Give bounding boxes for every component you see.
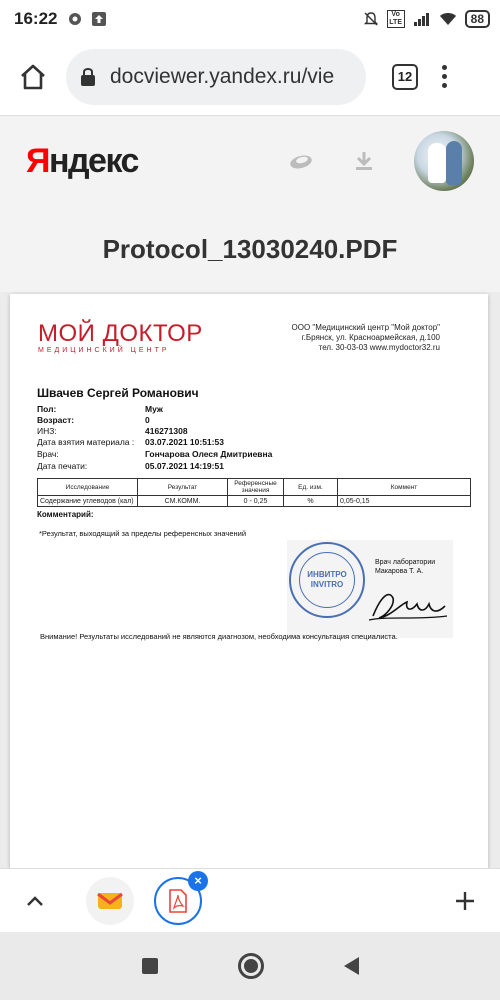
pdf-page — [10, 294, 488, 868]
column-header: Результат — [138, 479, 228, 496]
field-label-age: Возраст: — [37, 415, 75, 425]
lab-stamp: ИНВИТРО INVITRO — [289, 542, 365, 618]
disk-save-icon[interactable] — [288, 152, 314, 170]
field-label-doctor: Врач: — [37, 449, 59, 459]
disclaimer-text: Внимание! Результаты исследований не являются диагнозом, необходима консультация специалиста. — [40, 632, 398, 641]
field-label-sex: Пол: — [37, 404, 57, 414]
status-left-icons — [67, 11, 107, 27]
field-label-sample-date: Дата взятия материала : — [37, 437, 135, 447]
results-table — [37, 478, 471, 507]
tab-mail[interactable] — [86, 877, 134, 925]
yandex-logo[interactable]: Яндекс — [26, 141, 138, 180]
new-tab-button[interactable] — [450, 890, 480, 912]
field-label-print-date: Дата печати: — [37, 461, 88, 471]
yandex-mail-icon — [97, 891, 123, 911]
download-icon[interactable] — [354, 150, 374, 172]
tab-pdf-active[interactable] — [154, 873, 202, 925]
tab-switcher-button[interactable]: 12 — [392, 64, 418, 90]
footnote: *Результат, выходящий за пределы референсных значений — [39, 529, 247, 538]
signer-info: Врач лаборатории Макарова Т. А. — [375, 559, 436, 575]
home-icon — [18, 62, 48, 92]
header-actions — [288, 131, 474, 191]
field-value-doctor: Гончарова Олеся Дмитриевна — [145, 449, 273, 459]
yandex-header — [0, 116, 500, 206]
battery-indicator: 88 — [465, 10, 490, 28]
comment-label: Комментарий: — [37, 510, 94, 519]
url-text: docviewer.yandex.ru/vie — [110, 64, 335, 88]
field-value-age: 0 — [145, 415, 150, 425]
column-header: Референсные значения — [228, 479, 284, 496]
clinic-address: ООО "Медицинский центр "Мой доктор" г.Брянск, ул. Красноармейская, д.100 тел. 30-03-03 www.mydoctor32.ru — [291, 323, 440, 352]
plus-icon — [454, 890, 476, 912]
results-table-header — [38, 479, 471, 496]
home-button[interactable] — [12, 56, 54, 98]
user-avatar[interactable] — [414, 131, 474, 191]
column-header: Ед. изм. — [284, 479, 338, 496]
lock-icon — [80, 67, 102, 87]
chevron-up-icon — [25, 894, 45, 908]
system-nav-bar — [0, 932, 500, 1000]
table-cell: % — [284, 496, 338, 507]
wifi-icon — [439, 11, 457, 27]
clinic-logo-text: МОЙ ДОКТОР — [38, 320, 203, 347]
document-title: Protocol_13030240.PDF — [0, 206, 500, 292]
table-cell: СМ.КОММ. — [138, 496, 228, 507]
status-right-icons — [363, 10, 490, 28]
status-time: 16:22 — [14, 9, 58, 28]
handwritten-signature — [367, 586, 451, 626]
field-value-inz: 416271308 — [145, 426, 188, 436]
mute-bell-icon — [363, 11, 379, 27]
upload-notification-icon — [91, 11, 107, 27]
bottom-tab-strip — [0, 868, 500, 932]
close-tab-icon[interactable]: × — [188, 871, 208, 891]
recents-button[interactable] — [142, 958, 158, 974]
field-value-print-date: 05.07.2021 14:19:51 — [145, 461, 224, 471]
stamp-signature-area — [287, 540, 453, 638]
clinic-logo-subtitle: МЕДИЦИНСКИЙ ЦЕНТР — [38, 347, 170, 354]
back-button[interactable] — [344, 957, 359, 975]
table-cell: Содержание углеводов (кал) — [38, 496, 138, 507]
chat-notification-icon — [67, 11, 83, 27]
patient-name: Швачев Сергей Романович — [37, 386, 199, 400]
field-value-sex: Муж — [145, 404, 163, 414]
menu-dots-icon[interactable] — [442, 65, 447, 88]
address-bar[interactable] — [66, 49, 366, 105]
table-cell: 0,05-0,15 — [338, 496, 471, 507]
table-row — [38, 496, 471, 507]
browser-toolbar — [0, 38, 500, 116]
signal-icon — [413, 11, 431, 27]
field-value-sample-date: 03.07.2021 10:51:53 — [145, 437, 224, 447]
field-label-inz: ИНЗ: — [37, 426, 57, 436]
status-bar — [0, 0, 500, 38]
expand-tabs-button[interactable] — [20, 894, 50, 908]
pdf-file-icon — [168, 889, 188, 913]
column-header: Коммент — [338, 479, 471, 496]
table-cell: 0 - 0,25 — [228, 496, 284, 507]
volte-badge: Vo LTE — [387, 10, 405, 28]
column-header: Исследование — [38, 479, 138, 496]
home-nav-button[interactable] — [238, 953, 264, 979]
